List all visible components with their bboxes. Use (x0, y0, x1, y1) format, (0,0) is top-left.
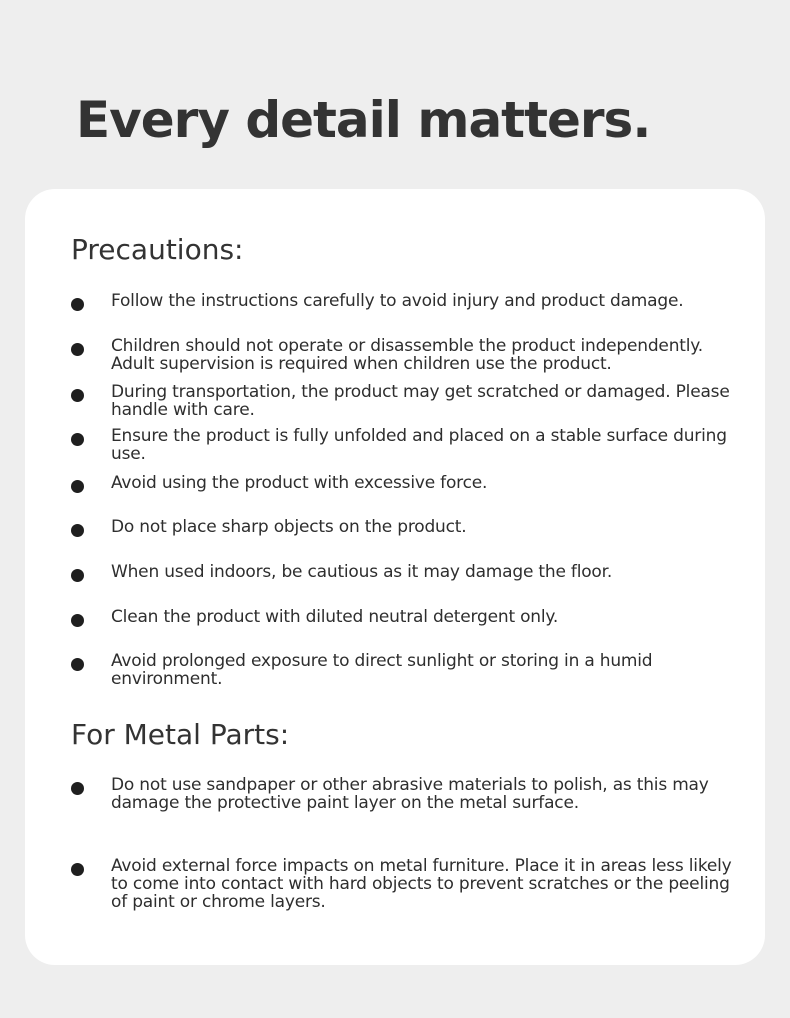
bullet-icon (71, 480, 84, 493)
precaution-text: Clean the product with diluted neutral detergent only. (111, 607, 559, 627)
precautions-heading: Precautions: (71, 233, 244, 266)
precaution-text: Follow the instructions carefully to avoid injury and product damage. (111, 291, 684, 311)
bullet-icon (71, 569, 84, 582)
page-headline: Every detail matters. (76, 91, 651, 149)
bullet-icon (71, 298, 84, 311)
precautions-card (25, 189, 765, 965)
metal-parts-heading: For Metal Parts: (71, 718, 290, 751)
bullet-icon (71, 343, 84, 356)
precaution-text: Ensure the product is fully unfolded and placed on a stable surface during use. (111, 426, 727, 464)
bullet-icon (71, 433, 84, 446)
bullet-icon (71, 614, 84, 627)
bullet-icon (71, 524, 84, 537)
precaution-text: Avoid prolonged exposure to direct sunlight or storing in a humid environment. (111, 651, 653, 689)
precaution-text: Avoid using the product with excessive force. (111, 473, 488, 493)
metal-part-text: Avoid external force impacts on metal furniture. Place it in areas less likely to come into contact with hard objects to prevent scratches or the peeling of paint or chrome layers. (111, 856, 732, 912)
precaution-text: Do not place sharp objects on the product. (111, 517, 467, 537)
bullet-icon (71, 658, 84, 671)
bullet-icon (71, 863, 84, 876)
metal-part-text: Do not use sandpaper or other abrasive materials to polish, as this may damage the protective paint layer on the metal surface. (111, 775, 709, 813)
precaution-text: During transportation, the product may get scratched or damaged. Please handle with care. (111, 382, 730, 420)
bullet-icon (71, 389, 84, 402)
precaution-text: When used indoors, be cautious as it may damage the floor. (111, 562, 613, 582)
bullet-icon (71, 782, 84, 795)
precaution-text: Children should not operate or disassemble the product independently. Adult supervision is required when children use the product. (111, 336, 703, 374)
